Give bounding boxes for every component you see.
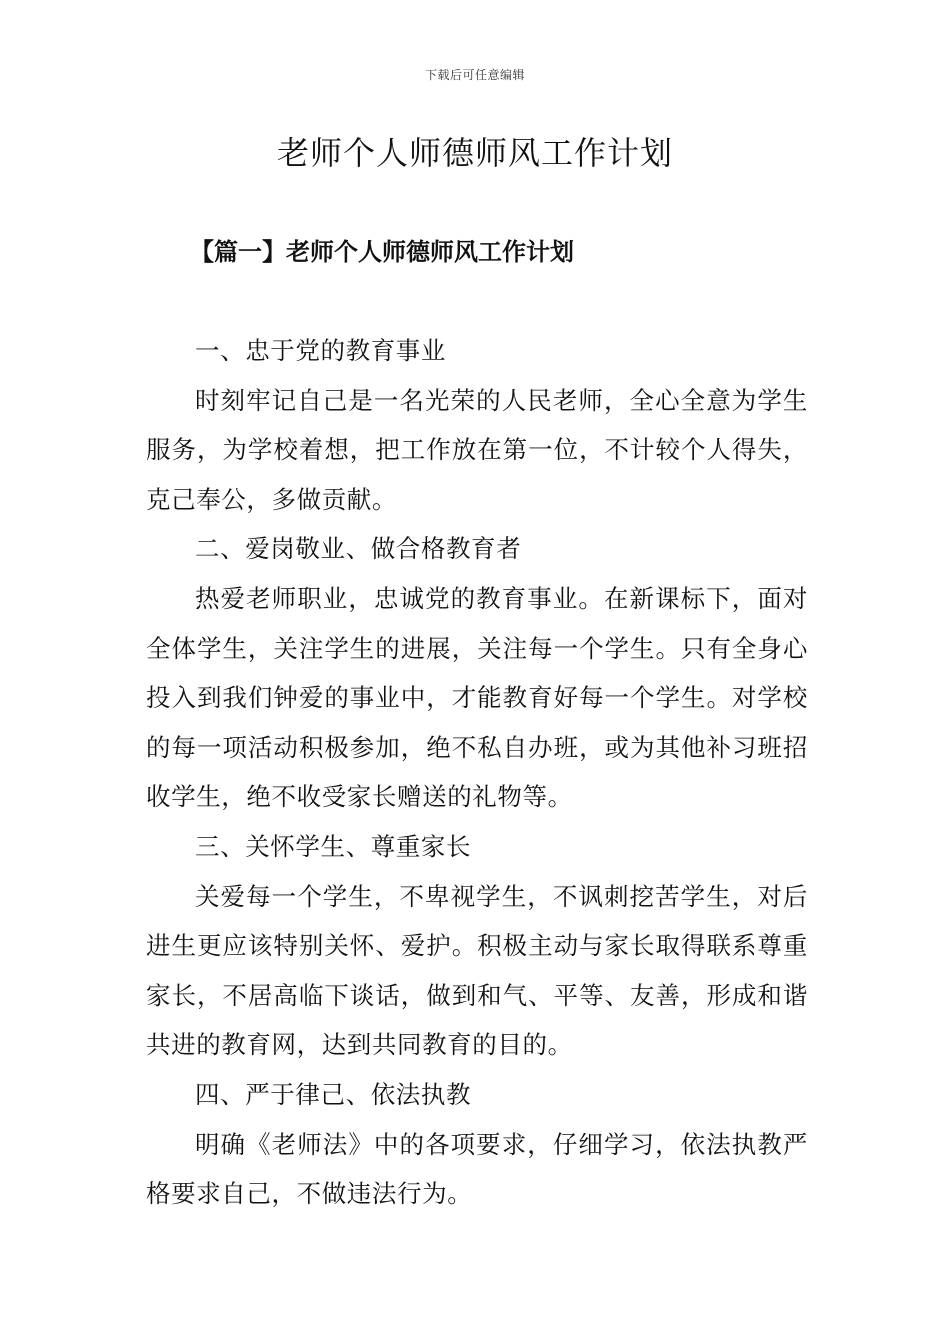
header-note: 下载后可任意编辑: [424, 68, 525, 82]
paragraph-1: 时刻牢记自己是一名光荣的人民老师，全心全意为学生服务，为学校着想，把工作放在第一位，不计较个人得失，克己奉公，多做贡献。: [146, 385, 808, 514]
paragraph-4: 明确《老师法》中的各项要求，仔细学习，依法执教严格要求自己，不做违法行为。: [146, 1129, 808, 1209]
section-title: 【篇一】老师个人师德师风工作计划: [190, 237, 574, 266]
document-title: 老师个人师德师风工作计划: [276, 134, 673, 172]
paragraph-3: 关爱每一个学生，不卑视学生，不讽刺挖苦学生，对后进生更应该特别关怀、爱护。积极主动与家长取得联系尊重家长，不居高临下谈话，做到和气、平等、友善，形成和谐共进的教育网，达到共同教育的目的。: [146, 881, 808, 1060]
heading-1: 一、忠于党的教育事业: [195, 336, 446, 365]
document-body: [146, 326, 808, 1219]
heading-4: 四、严于律己、依法执教: [195, 1079, 472, 1109]
heading-2: 二、爱岗敬业、做合格教育者: [195, 534, 522, 564]
heading-3: 三、关怀学生、尊重家长: [195, 831, 472, 861]
paragraph-2: 热爱老师职业，忠诚党的教育事业。在新课标下，面对全体学生，关注学生的进展，关注每一个学生。只有全身心投入到我们钟爱的事业中，才能教育好每一个学生。对学校的每一项活动积极参加，绝不私自办班，或为其他补习班招收学生，绝不收受家长赠送的礼物等。: [146, 583, 808, 812]
